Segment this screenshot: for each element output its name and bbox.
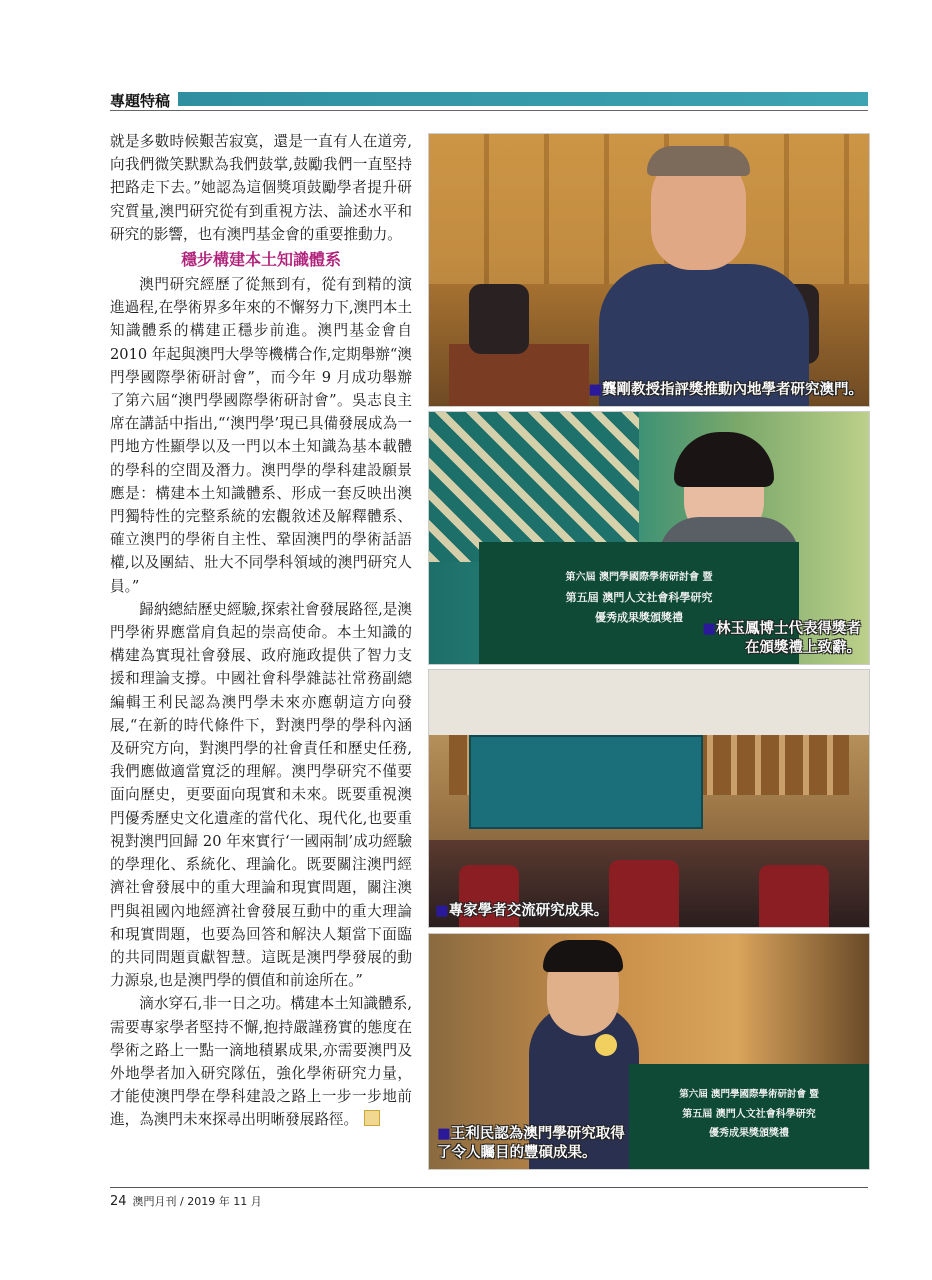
photo-caption-3: ■專家學者交流研究成果。 [435, 903, 609, 919]
photo-caption-2: ■林玉鳳博士代表得獎者 在頒獎禮上致辭。 [702, 621, 861, 656]
publication-info: 澳門月刊 / 2019 年 11 月 [132, 1195, 262, 1208]
article-paragraph-1: 就是多數時候艱苦寂寞，還是一直有人在道旁,向我們微笑默默為我們鼓掌,鼓勵我們一直堅持把路走下去。”她認為這個獎項鼓勵學者提升研究質量,澳門研究從有到重視方法、論述水平和研究的影響，也有澳門基金會的重要推動力。 [110, 133, 412, 243]
footer [110, 1193, 262, 1209]
photo-professor [428, 133, 870, 407]
article-paragraph-4 [110, 992, 412, 1131]
photo-caption-4: ■王利民認為澳門學研究取得 了令人矚目的豐碩成果。 [437, 1126, 625, 1161]
section-label: 專題特稿 [110, 92, 171, 110]
header-bar [178, 92, 868, 106]
paragraph-4-text: 滴水穿石,非一日之功。構建本土知識體系,需要專家學者堅持不懈,抱持嚴謹務實的態度在學術之路上一點一滴地積累成果,亦需要澳門及外地學者加入研究隊伍，強化學術研究力量，才能使澳門學在學科建設之路上一步一步地前進，為澳門未來探尋出明晰發展路徑。 [110, 995, 412, 1129]
photo-caption-1: ■龔剛教授指評獎推動內地學者研究澳門。 [588, 382, 863, 398]
podium-banner-1: 第六屆 澳門學國際學術研討會 暨 第五屆 澳門人文社會科學研究 優秀成果獎頒獎禮 [479, 542, 799, 664]
photo-speaker [428, 411, 870, 665]
article-paragraph-3: 歸納總結歷史經驗,探索社會發展路徑,是澳門學術界應當肩負起的崇高使命。本土知識的構建為實現社會發展、政府施政提供了智力支援和理論支撐。中國社會科學雜誌社常務副總編輯王利民認為澳門學未來亦應朝這方向發展,“在新的時代條件下，對澳門學的學科內涵及研究方向，對澳門學的社會責任和歷史任務,我們應做適當寬泛的理解。澳門學研究不僅要面向歷史，更要面向現實和未來。既要重視澳門優秀歷史文化遺產的當代化、現代化,也要重視對澳門回歸 20 年來實行‘一國兩制’成功經驗的學理化、系統化、理論化。既要關注澳門經濟社會發展中的重大理論和現實問題，關注澳門與祖國內地經濟社會發展互動中的重大理論和現實問題，也要為回答和解決人類當下面臨的共同問題貢獻智慧。這既是澳門學發展的動力源泉,也是澳門學的價值和前途所在。” [110, 600, 412, 990]
section-heading: 穩步構建本土知識體系 [180, 250, 341, 270]
footer-rule [110, 1187, 868, 1188]
photo-wang-limin [428, 933, 870, 1170]
header-rule [110, 110, 868, 111]
article-paragraph-2: 澳門研究經歷了從無到有，從有到精的演進過程,在學術界多年來的不懈努力下,澳門本土知識體系的構建正穩步前進。澳門基金會自 2010 年起與澳門大學等機構合作,定期舉辦“澳門學國際學術研討會”，而今年 9 月成功舉辦了第六屆“澳門學國際學術研討會”。吳志良主席在講話中指出,“‘澳門學’現已具備發展成為一門地方性顯學以及一門以本土知識為基本載體的學科的空間及潛力。澳門學的學科建設願景應是：構建本土知識體系、形成一套反映出澳門獨特性的完整系統的宏觀敘述及解釋體系、確立澳門的學術自主性、鞏固澳門的學術話語權,以及團結、壯大不同學科領域的澳門研究人員。” [110, 276, 412, 595]
article-column [110, 130, 412, 1132]
end-mark-icon [364, 1110, 380, 1126]
podium-banner-2: 第六屆 澳門學國際學術研討會 暨 第五屆 澳門人文社會科學研究 優秀成果獎頒獎禮 [629, 1064, 869, 1169]
page-number: 24 [110, 1194, 127, 1209]
photo-conference-hall [428, 669, 870, 928]
